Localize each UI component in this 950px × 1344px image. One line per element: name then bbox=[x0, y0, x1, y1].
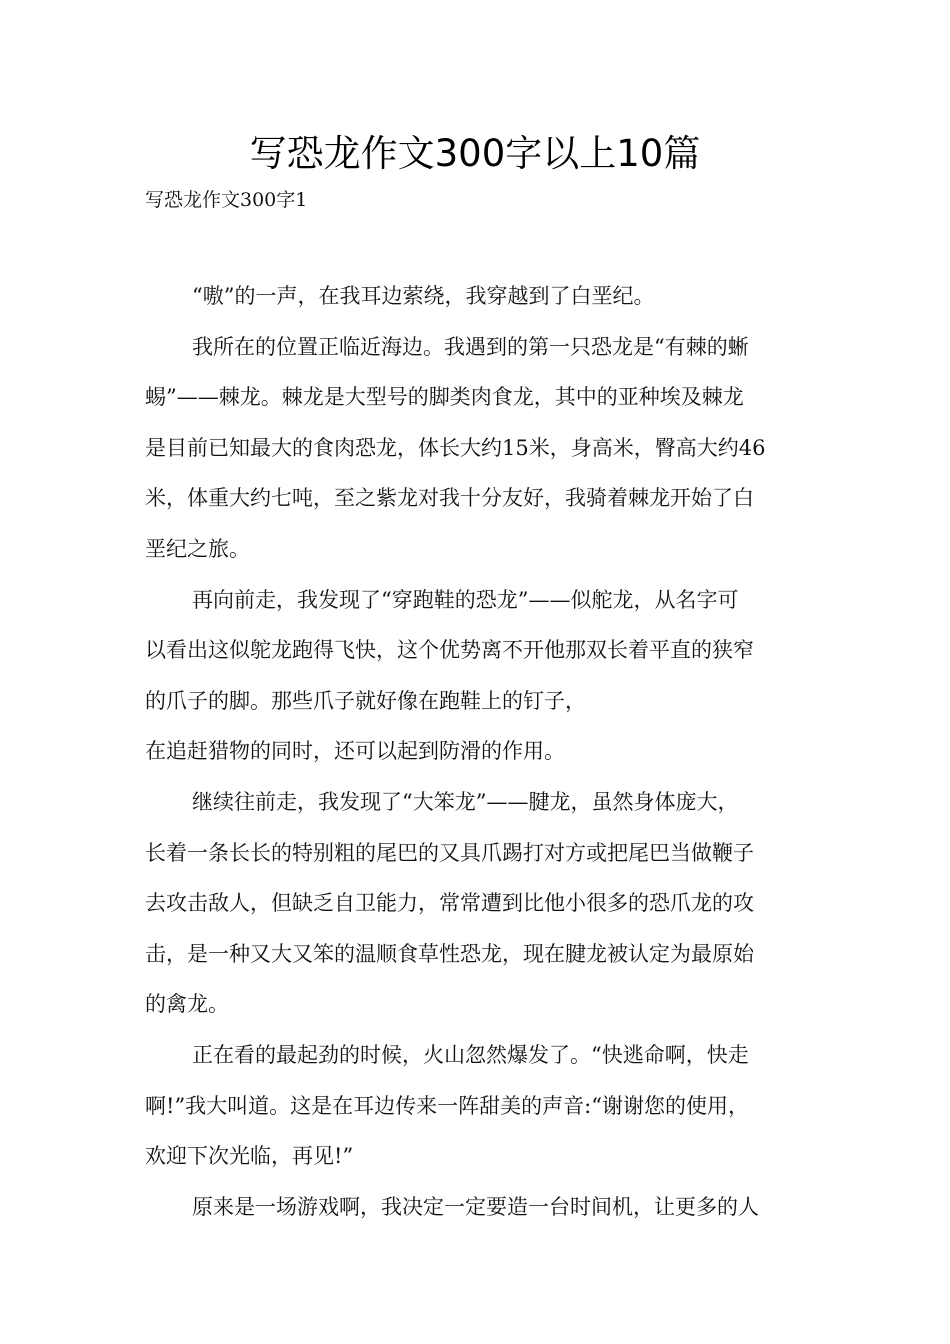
document-title: 写恐龙作文300字以上10篇 bbox=[249, 132, 701, 175]
text-line: 继续往前走，我发现了“大笨龙”——腱龙，虽然身体庞大， bbox=[192, 790, 739, 814]
text-line: 在追赶猎物的同时，还可以起到防滑的作用。 bbox=[145, 739, 565, 763]
text-line: “嗷”的一声，在我耳边萦绕，我穿越到了白垩纪。 bbox=[192, 284, 655, 308]
text-line: 以看出这似鸵龙跑得飞快，这个优势离不开他那双长着平直的狭窄 bbox=[145, 638, 754, 662]
text-line: 垩纪之旅。 bbox=[145, 537, 250, 561]
text-line: 的爪子的脚。那些爪子就好像在跑鞋上的钉子， bbox=[145, 689, 586, 713]
text-line: 米，体重大约七吨，至之紫龙对我十分友好，我骑着棘龙开始了白 bbox=[145, 486, 754, 510]
text-line: 是目前已知最大的食肉恐龙，体长大约15米，身高米，臀高大约46 bbox=[145, 436, 766, 460]
text-line: 再向前走，我发现了“穿跑鞋的恐龙”——似舵龙，从名字可 bbox=[192, 588, 739, 612]
text-line: 的禽龙。 bbox=[145, 992, 229, 1016]
section-heading: 写恐龙作文300字1 bbox=[145, 189, 308, 211]
text-line: 长着一条长长的特别粗的尾巴的又具爪踢打对方或把尾巴当做鞭子 bbox=[145, 841, 754, 865]
text-line: 蜴”——棘龙。棘龙是大型号的脚类肉食龙，其中的亚种埃及棘龙 bbox=[145, 385, 744, 409]
text-line: 我所在的位置正临近海边。我遇到的第一只恐龙是“有棘的蜥 bbox=[192, 335, 749, 359]
text-line: 原来是一场游戏啊，我决定一定要造一台时间机，让更多的人 bbox=[192, 1195, 759, 1219]
text-line: 去攻击敌人，但缺乏自卫能力，常常遭到比他小很多的恐爪龙的攻 bbox=[145, 891, 754, 915]
text-line: 啊!”我大叫道。这是在耳边传来一阵甜美的声音:“谢谢您的使用， bbox=[145, 1094, 749, 1118]
text-line: 欢迎下次光临，再见!” bbox=[145, 1144, 354, 1168]
text-line: 击，是一种又大又笨的温顺食草性恐龙，现在腱龙被认定为最原始 bbox=[145, 942, 754, 966]
text-line: 正在看的最起劲的时候，火山忽然爆发了。“快逃命啊，快走 bbox=[192, 1043, 749, 1067]
